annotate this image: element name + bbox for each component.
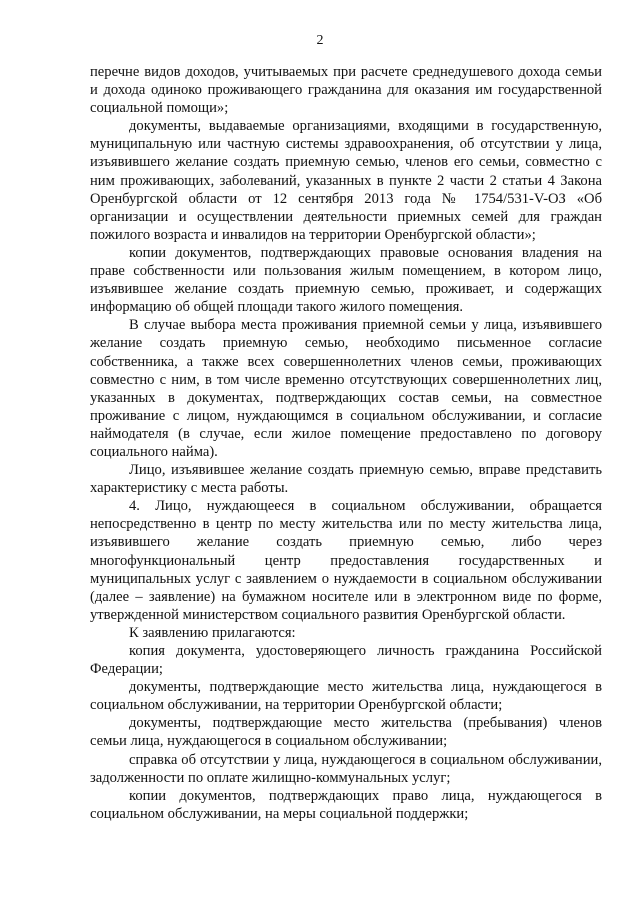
paragraph-owner-consent: В случае выбора места проживания приемной семьи у лица, изъявившего желание создать приемную семью, необходимо письменное согласие собственника, а также всех совершеннолетних членов семьи, проживающих совместно с ним, в том числе временно отсутствующих совершеннолетних лиц, указанных в документах, подтверждающих состав семьи, на совместное проживание с лицом, нуждающимся в социальном обслуживании, и согласие наймодателя (в случае, если жилое помещение предоставлено по договору социального найма). [90,317,602,460]
paragraph-work-reference: Лицо, изъявившее желание создать приемную семью, вправе представить характеристику с места работы. [90,462,602,497]
page-number: 2 [316,33,324,48]
list-item-identity-document: копия документа, удостоверяющего личность гражданина Российской Федерации; [90,643,602,678]
paragraph-housing-documents: копии документов, подтверждающих правовые основания владения на праве собственности или пользования жилым помещением, в котором лицо, изъявившее желание создать приемную семью, проживает, и содержащих информацию об общей площади такого жилого помещения. [90,244,602,316]
paragraph-health-documents: документы, выдаваемые организациями, входящими в государственную, муниципальную или частную системы здравоохранения, об отсутствии у лица, изъявившего желание создать приемную семью, членов его семьи, совместно с ним проживающих, заболеваний, указанных в пункте 2 части 2 статьи 4 Закона Оренбургской области от 12 сентября 2013 года № 1754/531-V-ОЗ «Об организации и осуществлении деятельности приемных семей для граждан пожилого возраста и инвалидов на территории Оренбургской области»; [90,118,602,243]
list-item-social-support-documents: копии документов, подтверждающих право лица, нуждающегося в социальном обслуживании, на меры социальной поддержки; [90,787,602,822]
document-body [90,63,602,823]
list-item-family-residence-documents: документы, подтверждающие место жительства (пребывания) членов семьи лица, нуждающегося в социальном обслуживании; [90,715,602,750]
paragraph-item-4: 4. Лицо, нуждающееся в социальном обслуживании, обращается непосредственно в центр по месту жительства или по месту жительства лица, изъявившего желание создать приемную семью, либо через многофункциональный центр предоставления государственных и муниципальных услуг с заявлением о нуждаемости в социальном обслуживании (далее – заявление) на бумажном носителе или в электронном виде по форме, утвержденной министерством социального развития Оренбургской области. [90,498,602,623]
paragraph-attachments-intro: К заявлению прилагаются: [129,624,296,641]
list-item-residence-documents: документы, подтверждающие место жительства лица, нуждающегося в социальном обслуживании, на территории Оренбургской области; [90,679,602,714]
paragraph-continuation: перечне видов доходов, учитываемых при расчете среднедушевого дохода семьи и дохода одиноко проживающего гражданина для оказания им государственной социальной помощи»; [90,64,602,117]
list-item-no-debt-certificate: справка об отсутствии у лица, нуждающегося в социальном обслуживании, задолженности по оплате жилищно-коммунальных услуг; [90,751,602,786]
